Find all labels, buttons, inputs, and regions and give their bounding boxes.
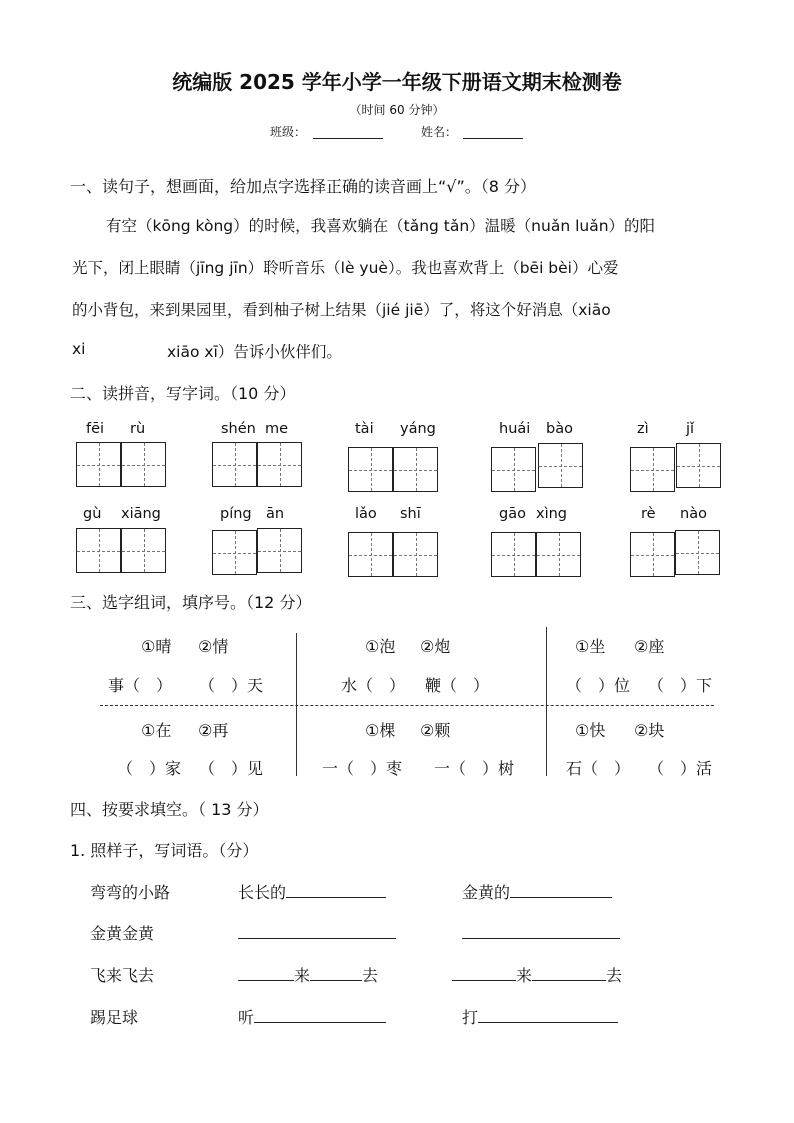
option-label: ①晴 — [141, 637, 172, 656]
fill-item[interactable]: 打 — [462, 1005, 618, 1028]
writing-box[interactable] — [538, 443, 583, 488]
name-field[interactable] — [463, 124, 523, 143]
pinyin: gāo — [499, 506, 526, 522]
option-label: ②块 — [634, 721, 665, 740]
writing-box[interactable] — [630, 447, 675, 492]
word-blank[interactable]: 水（ ） — [341, 676, 406, 695]
pinyin: bào — [546, 421, 573, 437]
pinyin: xiāng — [121, 506, 161, 522]
class-label: 班级： — [270, 125, 307, 139]
word-blank[interactable]: （ ）活 — [648, 759, 713, 778]
fill-item[interactable]: 来 去 — [238, 963, 378, 986]
writing-box[interactable] — [348, 532, 393, 577]
word-blank[interactable]: 事（ ） — [108, 676, 173, 695]
section1-line: 光下，闭上眼睛（jīng jīn）聆听音乐（lè yuè）。我也喜欢背上（bēi bèi）心爱 — [72, 259, 619, 277]
writing-box[interactable] — [393, 532, 438, 577]
pinyin: jǐ — [686, 421, 695, 437]
writing-box[interactable] — [348, 447, 393, 492]
word-blank[interactable]: （ ）家 — [117, 759, 182, 778]
writing-box[interactable] — [630, 532, 675, 577]
option-label: ②再 — [198, 721, 229, 740]
example-word: 弯弯的小路 — [90, 883, 171, 902]
section2-heading: 二、读拼音，写字词。（10 分） — [70, 384, 296, 403]
option-label: ②情 — [198, 637, 229, 656]
writing-box[interactable] — [76, 528, 121, 573]
example-word: 飞来飞去 — [90, 966, 155, 985]
pinyin: lǎo — [355, 506, 377, 522]
pinyin: yáng — [400, 421, 436, 437]
pinyin: ān — [266, 506, 285, 522]
writing-box[interactable] — [121, 442, 166, 487]
section3-heading: 三、选字组词，填序号。（12 分） — [70, 593, 312, 612]
writing-box[interactable] — [121, 528, 166, 573]
option-label: ②炮 — [420, 637, 451, 656]
time-limit: （时间 60 分钟） — [349, 103, 445, 117]
word-blank[interactable]: （ ）见 — [199, 759, 264, 778]
word-blank[interactable]: 一（ ）枣 — [322, 759, 403, 778]
example-word: 踢足球 — [90, 1008, 139, 1027]
pinyin: fēi — [86, 421, 105, 437]
page-title: 统编版 2025 学年小学一年级下册语文期末检测卷 — [172, 70, 622, 94]
option-label: ①在 — [141, 721, 172, 740]
pinyin: nào — [680, 506, 707, 522]
word-blank[interactable]: 石（ ） — [566, 759, 631, 778]
word-blank[interactable]: （ ）位 — [566, 676, 631, 695]
fill-item[interactable]: 金黄的 — [462, 880, 612, 903]
word-blank[interactable]: （ ）下 — [648, 676, 713, 695]
pinyin: me — [265, 421, 289, 437]
writing-box[interactable] — [76, 442, 121, 487]
pinyin: huái — [499, 421, 531, 437]
option-label: ①快 — [575, 721, 606, 740]
writing-box[interactable] — [393, 447, 438, 492]
writing-box[interactable] — [212, 442, 257, 487]
pinyin: gù — [83, 506, 102, 522]
fill-item[interactable]: 听 — [238, 1005, 386, 1028]
writing-box[interactable] — [257, 528, 302, 573]
pinyin: shī — [400, 506, 421, 522]
writing-box[interactable] — [491, 532, 536, 577]
fill-blank[interactable] — [238, 922, 396, 943]
writing-box[interactable] — [675, 530, 720, 575]
section1-line: 的小背包，来到果园里，看到柚子树上结果（jié jiē）了，将这个好消息（xiāo — [72, 301, 611, 319]
writing-box[interactable] — [257, 442, 302, 487]
pinyin: tài — [355, 421, 374, 437]
section4-heading: 四、按要求填空。（ 13 分） — [70, 800, 269, 819]
writing-box[interactable] — [491, 447, 536, 492]
pinyin: rù — [130, 421, 146, 437]
fill-item[interactable]: 来 去 — [452, 963, 622, 986]
column-divider — [546, 627, 547, 776]
pinyin: zì — [637, 421, 649, 437]
row-divider — [100, 705, 714, 706]
section1-heading: 一、读句子，想画面，给加点字选择正确的读音画上“√”。（8 分） — [70, 177, 537, 196]
name-label: 姓名： — [421, 125, 458, 139]
section1-line: xi — [72, 340, 86, 358]
pinyin: shén — [221, 421, 256, 437]
option-label: ①泡 — [365, 637, 396, 656]
word-blank[interactable]: （ ）天 — [199, 676, 264, 695]
fill-blank[interactable] — [462, 922, 620, 943]
pinyin: rè — [641, 506, 656, 522]
writing-box[interactable] — [212, 530, 257, 575]
example-word: 金黄金黄 — [90, 924, 155, 943]
option-label: ①棵 — [365, 721, 396, 740]
word-blank[interactable]: 鞭（ ） — [425, 676, 490, 695]
fill-item[interactable]: 长长的 — [238, 880, 386, 903]
section1-line: 有空（kōng kòng）的时候，我喜欢躺在（tǎng tǎn）温暖（nuǎn luǎn）的阳 — [106, 217, 656, 235]
option-label: ②座 — [634, 637, 665, 656]
pinyin: xìng — [536, 506, 568, 522]
writing-box[interactable] — [536, 532, 581, 577]
writing-box[interactable] — [676, 443, 721, 488]
option-label: ①坐 — [575, 637, 606, 656]
option-label: ②颗 — [420, 721, 451, 740]
section1-line: xiāo xī）告诉小伙伴们。 — [167, 343, 342, 361]
class-field[interactable] — [313, 124, 383, 143]
question1-heading: 1. 照样子，写词语。（分） — [70, 841, 259, 860]
pinyin: píng — [220, 506, 252, 522]
word-blank[interactable]: 一（ ）树 — [434, 759, 515, 778]
